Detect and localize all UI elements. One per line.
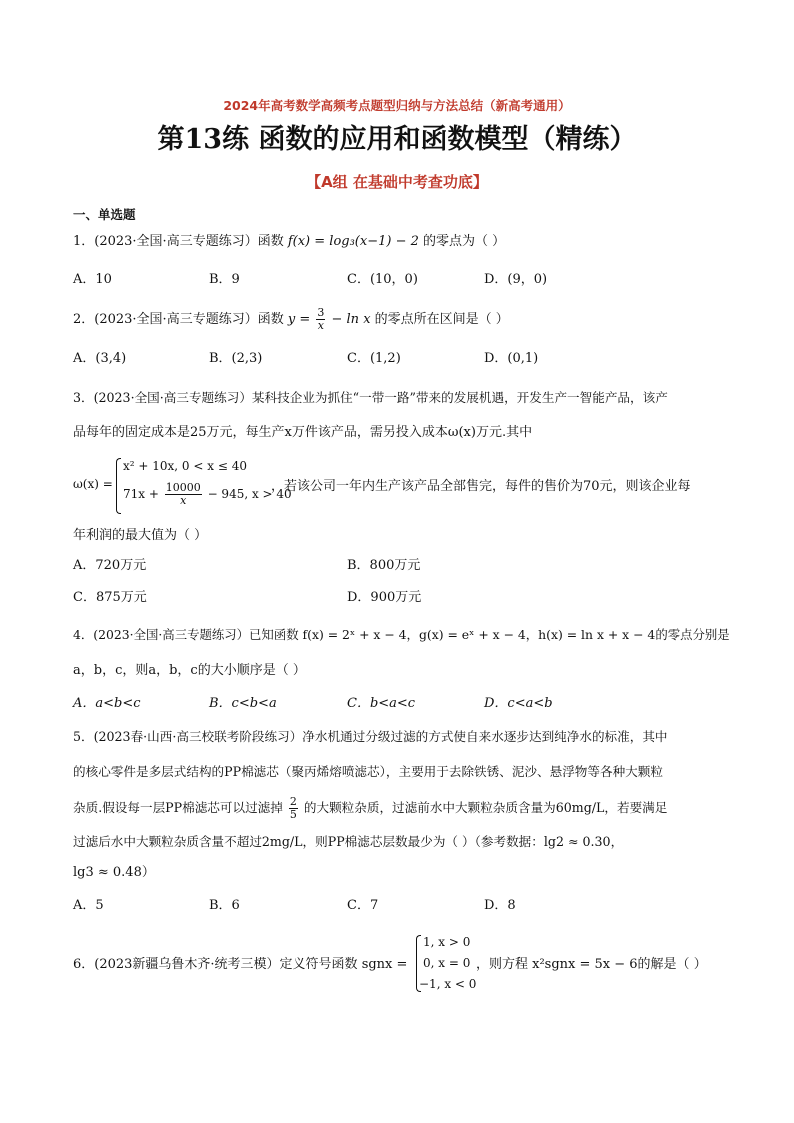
line-3-tail: 的大颗粒杂质，过滤前水中大颗粒杂质含量为60mg/L，若要满足 <box>303 800 668 815</box>
q4-option-c[interactable]: C．b<a<c <box>347 696 416 711</box>
question-3-line-2: 品每年的固定成本是25万元，每生产x万件该产品，需另投入成本ω(x)万元.其中 <box>73 425 533 440</box>
group-heading: 【A组 在基础中考查功底】 <box>306 173 488 191</box>
document-title: 第13练 函数的应用和函数模型（精练） <box>157 124 637 155</box>
question-5-line-5: lg3 ≈ 0.48） <box>73 865 155 880</box>
question-2-formula-lhs: y = <box>287 312 311 327</box>
question-2-text: 2．(2023·全国·高三专题练习）函数 <box>73 312 284 327</box>
case-2-fraction <box>165 482 202 507</box>
q2-option-b[interactable]: B．(2,3) <box>209 351 263 366</box>
q4-option-a[interactable]: A．a<b<c <box>73 696 141 711</box>
fraction-numerator: 10000 <box>165 481 201 494</box>
question-5-line-1: 5．(2023春·山西·高三校联考阶段练习）净水机通过分级过滤的方式使自来水逐步达到纯净水的标准，其中 <box>73 729 668 744</box>
question-3-line-1: 3．(2023·全国·高三专题练习）某科技企业为抓住“一带一路”带来的发展机遇，开发生产一智能产品，该产 <box>73 390 668 405</box>
question-3-line-3: ，若该公司一年内生产该产品全部售完，每件的售价为70元，则该企业每 <box>271 479 691 494</box>
case-2-tail: − 945, x > 40 <box>207 487 292 501</box>
question-1-text: 1．(2023·全国·高三专题练习）函数 <box>73 234 284 249</box>
question-6-line-1: 6．(2023新疆乌鲁木齐·统考三模）定义符号函数 sgnx = <box>73 957 408 972</box>
question-3-case-1: x² + 10x, 0 < x ≤ 40 <box>123 459 247 473</box>
q5-option-b[interactable]: B．6 <box>209 898 240 913</box>
q5-option-a[interactable]: A．5 <box>73 898 104 913</box>
q2-option-c[interactable]: C．(1,2) <box>347 351 401 366</box>
document-subtitle: 2024年高考数学高频考点题型归纳与方法总结（新高考通用） <box>223 98 571 113</box>
question-2-fraction <box>316 307 325 332</box>
q3-option-a[interactable]: A．720万元 <box>73 558 147 573</box>
question-4-line-2: a，b，c，则a，b，c的大小顺序是（ ） <box>73 663 306 678</box>
q4-option-d[interactable]: D．c<a<b <box>484 696 553 711</box>
line-3-lead: 杂质.假设每一层PP棉滤芯可以过滤掉 <box>73 800 283 815</box>
question-6-case-1: 1, x > 0 <box>423 935 471 949</box>
question-6-tail: ，则方程 x²sgnx = 5x − 6的解是（ ） <box>476 957 707 972</box>
q5-option-c[interactable]: C．7 <box>347 898 379 913</box>
q1-option-b[interactable]: B．9 <box>209 272 240 287</box>
fraction-denominator: x <box>317 319 324 332</box>
question-5-line-3 <box>73 796 667 821</box>
q2-option-d[interactable]: D．(0,1) <box>484 351 539 366</box>
question-2-tail: 的零点所在区间是（ ） <box>374 312 509 327</box>
question-6-case-3: −1, x < 0 <box>419 977 477 991</box>
q1-option-d[interactable]: D．(9，0) <box>484 272 548 287</box>
question-3-case-2 <box>123 482 292 507</box>
fraction-numerator: 3 <box>317 306 325 319</box>
q3-option-b[interactable]: B．800万元 <box>347 558 421 573</box>
question-3-line-4: 年利润的最大值为（ ） <box>73 528 208 543</box>
q2-option-a[interactable]: A．(3,4) <box>73 351 127 366</box>
q1-option-a[interactable]: A．10 <box>73 272 112 287</box>
question-1 <box>73 233 505 251</box>
q4-option-b[interactable]: B．c<b<a <box>209 696 277 711</box>
fraction-numerator: 2 <box>289 795 297 808</box>
section-heading: 一、单选题 <box>73 207 136 222</box>
question-3-function-lhs: ω(x) = <box>73 477 113 491</box>
q5-fraction <box>289 796 298 821</box>
fraction-denominator: 5 <box>289 808 297 821</box>
question-5-line-2: 的核心零件是多层式结构的PP棉滤芯（聚丙烯熔喷滤芯），主要用于去除铁锈、泥沙、悬浮物等各种大颗粒 <box>73 764 663 779</box>
question-1-tail: 的零点为（ ） <box>423 234 506 249</box>
piecewise-brace <box>116 458 121 514</box>
question-2 <box>73 307 509 332</box>
question-1-formula: f(x) = log₃(x−1) − 2 <box>287 234 419 249</box>
q3-option-c[interactable]: C．875万元 <box>73 590 147 605</box>
question-5-line-4: 过滤后水中大颗粒杂质含量不超过2mg/L，则PP棉滤芯层数最少为（ ）（参考数据：lg2 ≈ 0.30， <box>73 834 624 849</box>
question-4-line-1: 4．(2023·全国·高三专题练习）已知函数 f(x) = 2ˣ + x − 4，g(x) = eˣ + x − 4，h(x) = ln x + x − 4的零点分别是 <box>73 627 730 642</box>
q1-option-c[interactable]: C．(10，0) <box>347 272 418 287</box>
question-6-case-2: 0, x = 0 <box>423 956 471 970</box>
question-2-formula-rhs: − ln x <box>331 312 371 327</box>
q5-option-d[interactable]: D．8 <box>484 898 516 913</box>
case-2-lead: 71x + <box>123 487 159 501</box>
fraction-denominator: x <box>180 494 187 507</box>
q3-option-d[interactable]: D．900万元 <box>347 590 422 605</box>
